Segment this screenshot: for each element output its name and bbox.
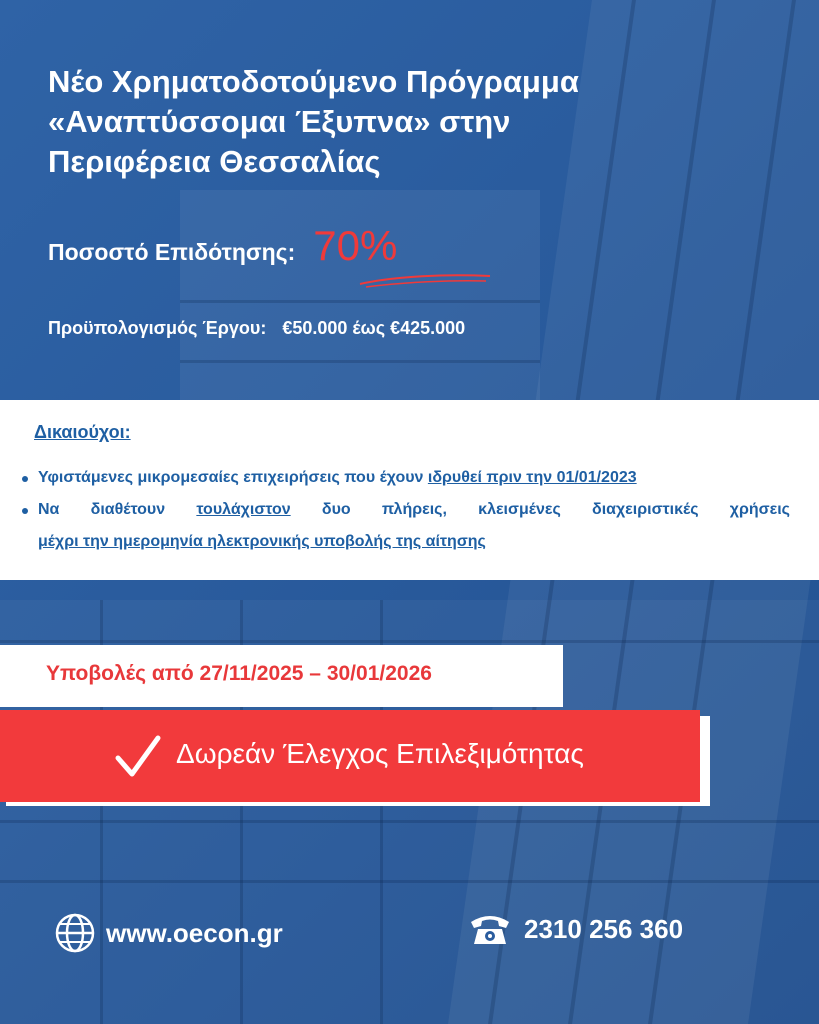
item2-word-underlined: τουλάχιστον [196,501,291,518]
globe-icon [54,912,96,954]
subsidy-rate-value: 70% [313,222,398,269]
subsidy-rate-row [48,222,397,270]
website-link[interactable] [54,912,283,954]
bullet-icon [22,508,28,514]
item2-word: διαθέτουν [90,501,166,518]
eligibility-check-label: Δωρεάν Έλεγχος Επιλεξιμότητας [176,738,584,769]
subsidy-rate-label: Ποσοστό Επιδότησης: [48,239,296,265]
bullet-icon [22,476,28,482]
item2-first-line [38,494,790,526]
item1-link[interactable]: ιδρυθεί πριν την 01/01/2023 [427,469,637,486]
item2-link[interactable]: μέχρι την ημερομηνία ηλεκτρονικής υποβολής της αίτησης [38,533,486,550]
beneficiaries-heading: Δικαιούχοι: [34,422,131,442]
website-text: www.oecon.gr [106,917,283,948]
list-item [22,462,790,494]
beneficiaries-list [22,462,790,558]
page-title [48,62,708,182]
item2-word: διαχειριστικές [591,501,699,518]
eligibility-check-button[interactable] [0,710,700,802]
list-item [22,494,790,558]
item2-word: δυο [321,501,351,518]
beneficiaries-panel [0,400,819,580]
item2-word: πλήρεις, [381,501,447,518]
phone-text: 2310 256 360 [524,913,684,944]
title-line-3: Περιφέρεια Θεσσαλίας [48,144,381,179]
title-line-1: Νέο Χρηματοδοτούμενο Πρόγραμμα [48,64,579,99]
checkmark-icon [114,734,162,778]
budget-value: €50.000 έως €425.000 [282,318,466,338]
phone-link[interactable] [468,912,683,946]
budget-label: Προϋπολογισμός Έργου: [48,318,267,338]
submission-dates-box [0,645,563,707]
telephone-icon [468,912,512,946]
title-line-2: «Αναπτύσσομαι Έξυπνα» στην [48,104,511,139]
item2-word: χρήσεις [729,501,790,518]
item2-word: Να [38,501,60,518]
submission-dates-label: Υποβολές από 27/11/2025 – 30/01/2026 [46,662,432,685]
item1-text: Υφιστάμενες μικρομεσαίες επιχειρήσεις που έχουν [38,469,428,486]
swoosh-underline-icon [356,270,496,290]
item2-word: κλεισμένες [478,501,561,518]
budget-row [48,318,465,339]
